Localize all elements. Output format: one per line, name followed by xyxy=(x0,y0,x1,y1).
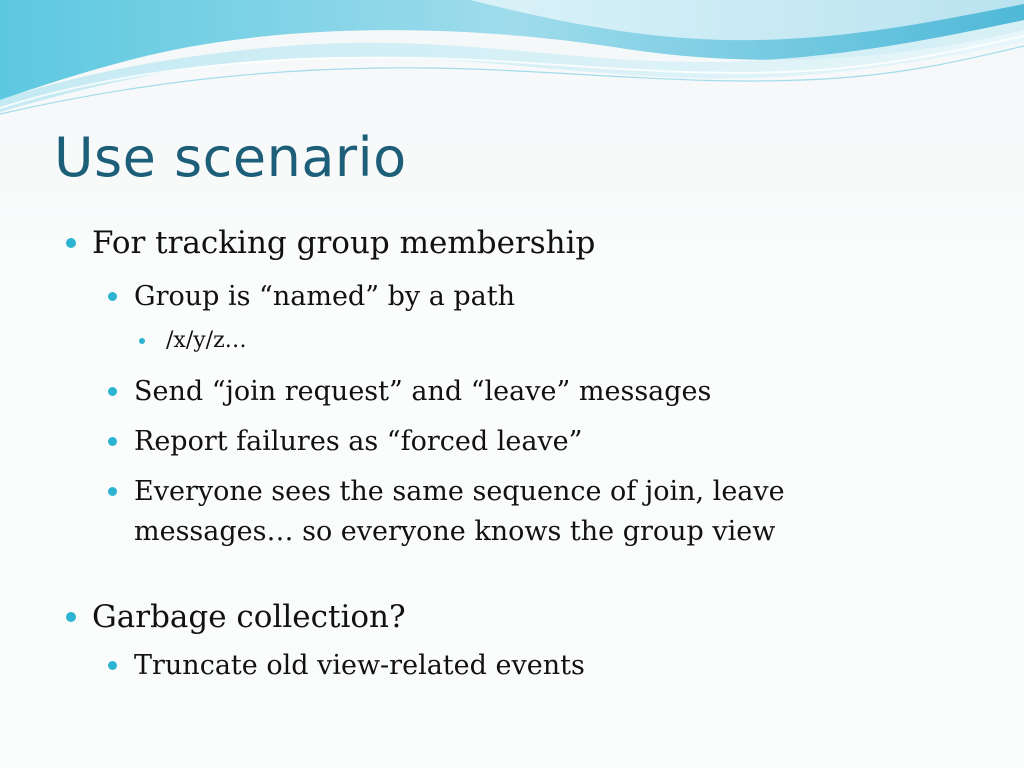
bullet-dot-icon xyxy=(139,338,145,344)
bullet-dot-icon xyxy=(108,292,117,301)
bullet-text: Report failures as “forced leave” xyxy=(134,426,583,457)
bullet-item xyxy=(0,472,874,552)
bullet-text: Garbage collection? xyxy=(92,599,406,635)
bullet-text: /x/y/z… xyxy=(166,328,247,353)
bullet-text: Everyone sees the same sequence of join, leave messages… so everyone knows the group view xyxy=(134,476,785,547)
bullet-item xyxy=(0,325,1024,357)
bullet-text: Send “join request” and “leave” messages xyxy=(134,376,712,407)
bullet-text: Group is “named” by a path xyxy=(134,281,516,312)
bullet-item xyxy=(0,422,1024,462)
bullet-dot-icon xyxy=(66,612,76,622)
bullet-item xyxy=(0,596,1024,638)
bullet-dot-icon xyxy=(108,661,117,670)
header-wave-decoration xyxy=(0,0,1024,120)
bullet-dot-icon xyxy=(108,387,117,396)
bullet-item xyxy=(0,372,1024,412)
bullet-list xyxy=(0,222,1024,686)
bullet-dot-icon xyxy=(108,437,117,446)
bullet-dot-icon xyxy=(108,487,117,496)
bullet-item xyxy=(0,277,1024,317)
bullet-dot-icon xyxy=(66,238,76,248)
slide-title: Use scenario xyxy=(54,126,407,189)
bullet-item xyxy=(0,646,1024,686)
bullet-item xyxy=(0,222,1024,264)
bullet-text: For tracking group membership xyxy=(92,225,596,261)
bullet-text: Truncate old view-related events xyxy=(134,650,585,681)
